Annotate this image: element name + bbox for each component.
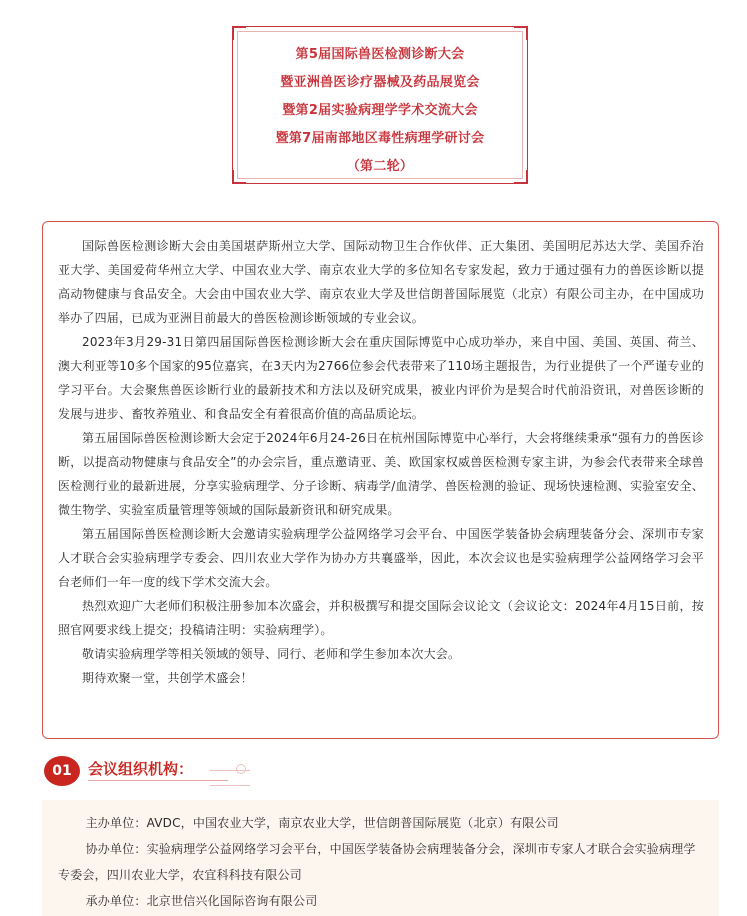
intro-paragraph: 敬请实验病理学等相关领域的领导、同行、老师和学生参加本次大会。 — [82, 647, 461, 661]
title-line-2: 暨亚洲兽医诊疗器械及药品展览会 — [280, 75, 480, 90]
intro-paragraph: 国际兽医检测诊断大会由美国堪萨斯州立大学、国际动物卫生合作伙伴、正大集团、美国明尼苏达大学、美国乔治亚大学、美国爱荷华州立大学、中国农业大学、南京农业大学的多位知名专家发起，致力于通过强有力的兽医诊断以提高动物健康与食品安全。大会由中国农业大学、南京农业大学及世信朗普国际展览（北京）有限公司主办，在中国成功举办了四届，已成为亚洲目前最大的兽医检测诊断领域的专业会议。 — [58, 239, 704, 325]
section-header — [40, 752, 260, 788]
organizer-unit: 承办单位：北京世信兴化国际咨询有限公司 — [85, 894, 318, 908]
intro-paragraph: 期待欢聚一堂，共创学术盛会！ — [82, 671, 253, 685]
intro-paragraph: 热烈欢迎广大老师们积极注册参加本次盛会，并积极撰写和提交国际会议论文（会议论文：2024年4月15日前，按照官网要求线上提交；投稿请注明：实验病理学）。 — [58, 599, 704, 637]
title-line-3: 暨第2届实验病理学学术交流大会 — [282, 103, 478, 118]
intro-paragraph: 2023年3月29-31日第四届国际兽医检测诊断大会在重庆国际博览中心成功举办，来自中国、美国、英国、荷兰、澳大利亚等10多个国家的95位嘉宾，在3天内为2766位参会代表带来了110场主题报告，为行业提供了一个严谨专业的学习平台。大会聚焦兽医诊断行业的最新技术和方法以及研究成果，被业内评价为是契合时代前沿资讯，对兽医诊断的发展与进步、畜牧养殖业、和食品安全有着很高价值的高品质论坛。 — [58, 335, 704, 421]
intro-paragraph: 第五届国际兽医检测诊断大会定于2024年6月24-26日在杭州国际博览中心举行，大会将继续秉承“强有力的兽医诊断，以提高动物健康与食品安全”的办会宗旨，重点邀请亚、美、欧国家权威兽医检测专家主讲，为参会代表带来全球兽医检测行业的最新进展，分享实验病理学、分子诊断、病毒学/血清学、兽医检测的验证、现场快速检测、实验室安全、微生物学、实验室质量管理等领域的国际最新资讯和研究成果。 — [58, 431, 704, 517]
title-round: （第二轮） — [346, 159, 414, 174]
introduction-panel — [42, 221, 719, 739]
decoration-circle-icon — [236, 764, 246, 774]
intro-paragraph: 第五届国际兽医检测诊断大会邀请实验病理学公益网络学习会平台、中国医学装备协会病理装备分会、深圳市专家人才联合会实验病理学专委会、四川农业大学作为协办方共襄盛举，因此，本次会议也是实验病理学公益网络学习会平台老师们一年一度的线下学术交流大会。 — [58, 527, 704, 589]
corner-ornament — [514, 26, 528, 40]
section-title: 会议组织机构： — [88, 760, 194, 778]
host-units: 主办单位：AVDC，中国农业大学，南京农业大学，世信朗普国际展览（北京）有限公司 — [85, 816, 559, 830]
conference-title — [233, 41, 527, 181]
title-frame — [232, 26, 528, 184]
title-line-4: 暨第7届南部地区毒性病理学研讨会 — [275, 131, 485, 146]
section-underline — [88, 780, 228, 781]
co-host-units: 协办单位：实验病理学公益网络学习会平台，中国医学装备协会病理装备分会，深圳市专家人才联合会实验病理学专委会，四川农业大学，农宜科科技有限公司 — [58, 842, 696, 882]
organization-panel — [42, 800, 719, 916]
corner-ornament — [232, 26, 246, 40]
title-line-1: 第5届国际兽医检测诊断大会 — [295, 47, 465, 62]
section-number-badge: 01 — [44, 756, 80, 786]
